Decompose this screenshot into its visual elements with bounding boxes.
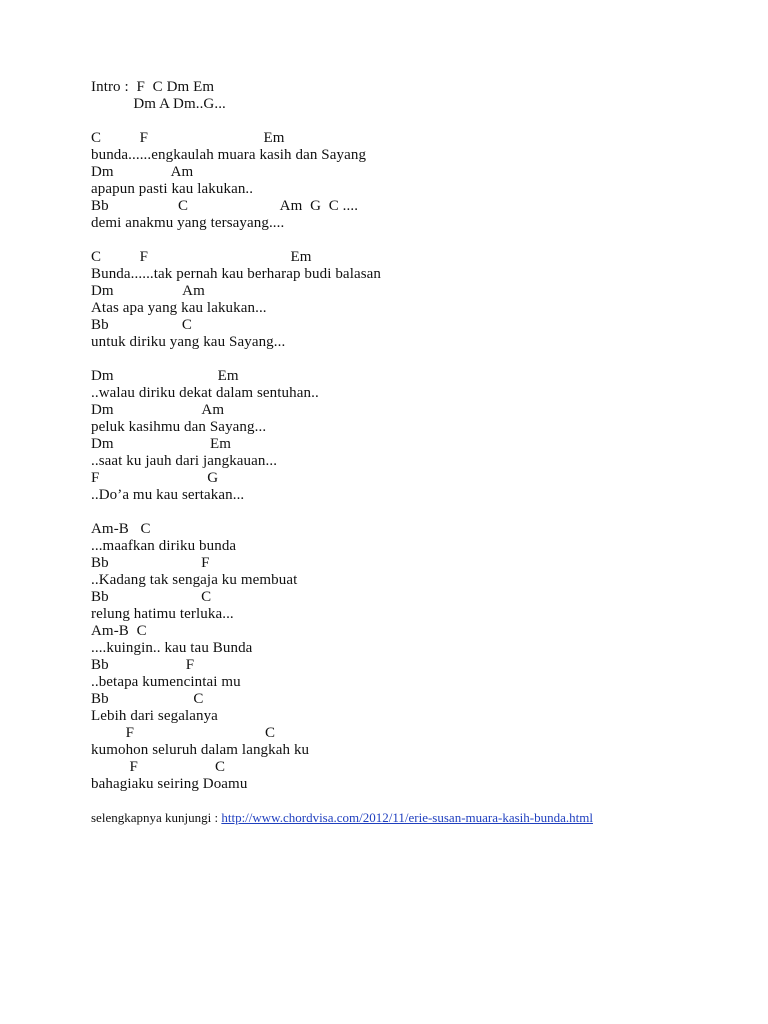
lyric-line: ..saat ku jauh dari jangkauan...	[91, 453, 278, 469]
chord-line: C F Em	[91, 249, 312, 265]
chord-line: Dm Em	[91, 368, 239, 384]
lyric-line: ...maafkan diriku bunda	[91, 538, 237, 554]
blank-line	[91, 351, 381, 368]
lyric-line: demi anakmu yang tersayang....	[91, 215, 285, 231]
chord-line: Am-B C	[91, 521, 151, 537]
lyric-line: apapun pasti kau lakukan..	[91, 181, 254, 197]
lyric-line: ..walau diriku dekat dalam sentuhan..	[91, 385, 319, 401]
intro-line-2: Dm A Dm..G...	[91, 96, 226, 112]
chord-line: Dm Am	[91, 402, 225, 418]
lyric-line: ..betapa kumencintai mu	[91, 674, 241, 690]
lyrics-sheet	[91, 79, 381, 793]
lyric-line: peluk kasihmu dan Sayang...	[91, 419, 267, 435]
chord-line: Bb F	[91, 555, 210, 571]
chord-line: Bb C	[91, 317, 192, 333]
source-link[interactable]: http://www.chordvisa.com/2012/11/erie-susan-muara-kasih-bunda.html	[221, 810, 593, 825]
lyric-line: ....kuingin.. kau tau Bunda	[91, 640, 253, 656]
chord-line: Dm Am	[91, 164, 194, 180]
chord-line: Dm Am	[91, 283, 205, 299]
lyric-line: untuk diriku yang kau Sayang...	[91, 334, 286, 350]
chord-line: Bb C	[91, 589, 212, 605]
chord-line: F G	[91, 470, 219, 486]
chord-line: Bb C	[91, 691, 204, 707]
chord-line: Am-B C	[91, 623, 147, 639]
chord-line: C F Em	[91, 130, 285, 146]
footer-label: selengkapnya kunjungi :	[91, 810, 222, 825]
blank-line	[91, 504, 381, 521]
lyric-line: ..Do’a mu kau sertakan...	[91, 487, 245, 503]
lyric-line: kumohon seluruh dalam langkah ku	[91, 742, 310, 758]
chord-line: Dm Em	[91, 436, 231, 452]
chord-line: F C	[91, 725, 276, 741]
chord-line: Bb C Am G C ....	[91, 198, 359, 214]
lyric-line: Bunda......tak pernah kau berharap budi balasan	[91, 266, 382, 282]
blank-line	[91, 232, 381, 249]
lyric-line: bunda......engkaulah muara kasih dan Sayang	[91, 147, 367, 163]
chord-line: F C	[91, 759, 226, 775]
blank-line	[91, 113, 381, 130]
intro-line-1: Intro : F C Dm Em	[91, 79, 215, 95]
lyric-line: ..Kadang tak sengaja ku membuat	[91, 572, 298, 588]
lyric-line: Lebih dari segalanya	[91, 708, 218, 724]
lyric-line: relung hatimu terluka...	[91, 606, 234, 622]
chord-line: Bb F	[91, 657, 195, 673]
lyric-line: bahagiaku seiring Doamu	[91, 776, 248, 792]
lyric-line: Atas apa yang kau lakukan...	[91, 300, 267, 316]
source-footer	[91, 810, 593, 826]
